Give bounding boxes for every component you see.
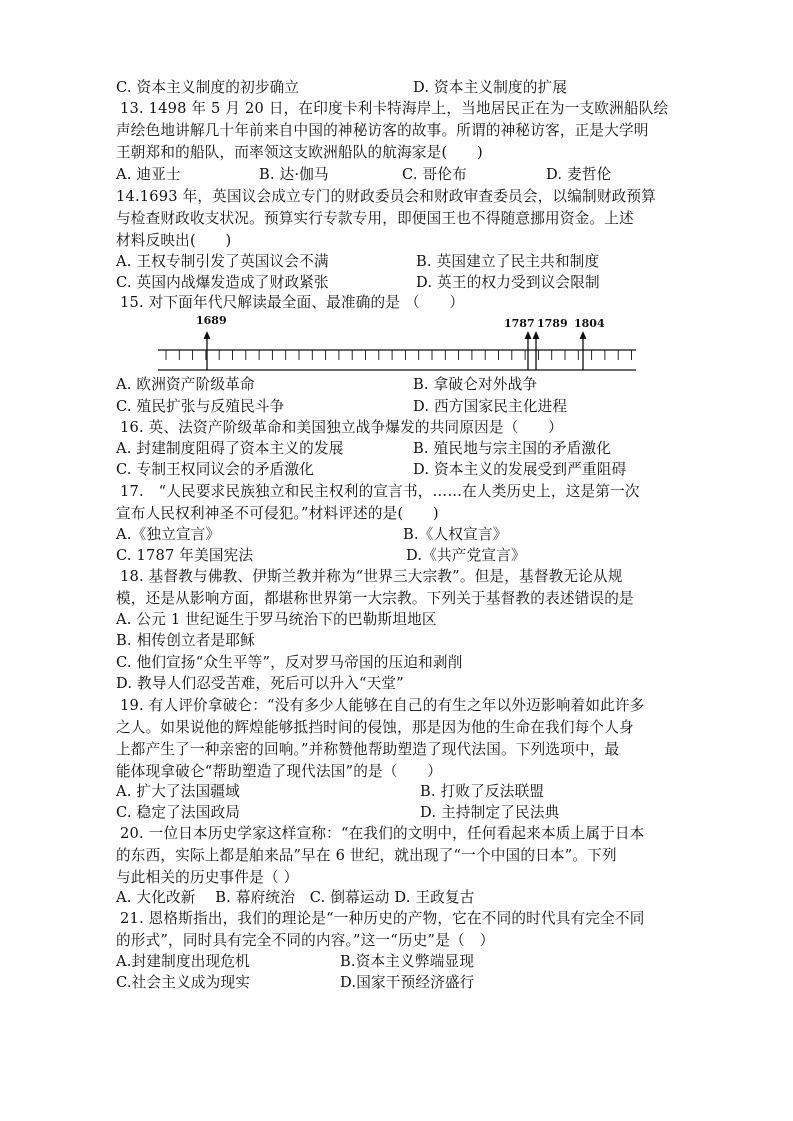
q17-option-b: B.《人权宣言》 — [403, 526, 508, 543]
q14-option-a: A. 王权专制引发了英国议会不满 — [116, 253, 329, 270]
q20-stem-line: 与此相关的历史事件是（ ） — [116, 869, 299, 886]
q15-option-b: B. 拿破仑对外战争 — [413, 376, 538, 393]
q18-option-c: C. 他们宣扬“众生平等”，反对罗马帝国的压迫和剥削 — [116, 654, 463, 671]
timeline-label-1689: 1689 — [196, 314, 227, 327]
q19-stem-line: 上都产生了一种亲密的回响。”并称赞他帮助塑造了现代法国。下列选项中，最 — [116, 741, 620, 758]
q20-stem-line: 20. 一位日本历史学家这样宣称：“在我们的文明中，任何看起来本质上属于日本 — [120, 825, 645, 842]
q17-option-d: D.《共产党宣言》 — [406, 547, 526, 564]
q19-stem-line: 能体现拿破仑“帮助塑造了现代法国”的是（ ） — [116, 763, 442, 780]
q18-option-b: B. 相传创立者是耶稣 — [116, 632, 255, 649]
q14-option-b: B. 英国建立了民主共和制度 — [416, 253, 600, 270]
q17-stem-line: 17. “人民要求民族独立和民主权利的宣言书，……在人类历史上，这是第一次 — [120, 483, 640, 500]
q14-option-d: D. 英王的权力受到议会限制 — [416, 274, 600, 291]
timeline-label-1787: 1787 — [504, 317, 535, 330]
q18-option-d: D. 教导人们忍受苦难，死后可以升入“天堂” — [116, 675, 404, 692]
q20-stem-line: 的东西，实际上都是舶来品”早在 6 世纪，就出现了“一个中国的日本”。下列 — [116, 847, 617, 864]
q14-option-c: C. 英国内战爆发造成了财政紧张 — [116, 274, 329, 291]
q13-option-b: B. 达·伽马 — [259, 166, 329, 183]
q13-option-a: A. 迪亚士 — [116, 166, 181, 183]
q21-stem-line: 21. 恩格斯指出，我们的理论是“一种历史的产物，它在不同的时代具有完全不同 — [120, 910, 645, 927]
q18-option-a: A. 公元 1 世纪诞生于罗马统治下的巴勒斯坦地区 — [116, 611, 437, 628]
q21-option-a: A.封建制度出现危机 — [116, 953, 250, 970]
q17-option-a: A.《独立宣言》 — [116, 526, 221, 543]
q19-option-c: C. 稳定了法国政局 — [116, 804, 241, 821]
q19-option-d: D. 主持制定了民法典 — [420, 804, 560, 821]
q13-stem-line: 13. 1498 年 5 月 20 日，在印度卡利卡特海岸上，当地居民正在为一支欧洲船队绘 — [120, 100, 669, 117]
q15-option-c: C. 殖民扩张与反殖民斗争 — [116, 398, 285, 415]
q12-option-d: D. 资本主义制度的扩展 — [413, 79, 568, 96]
q19-option-b: B. 打败了反法联盟 — [420, 783, 545, 800]
timeline-ruler — [156, 312, 640, 374]
q21-stem-line: 的形式”，同时具有完全不同的内容。”这一“历史”是（ ） — [116, 932, 495, 949]
q12-option-c: C. 资本主义制度的初步确立 — [116, 79, 300, 96]
q20-options: A. 大化改新 B. 幕府统治 C. 倒幕运动 D. 王政复古 — [116, 889, 475, 906]
timeline-label-1804: 1804 — [574, 317, 605, 330]
q17-option-c: C. 1787 年美国宪法 — [116, 547, 254, 564]
q16-option-c: C. 专制王权同议会的矛盾激化 — [116, 461, 315, 478]
q15-stem: 15. 对下面年代尺解读最全面、最准确的是 （ ） — [120, 294, 465, 311]
q15-option-d: D. 西方国家民主化进程 — [413, 398, 568, 415]
q18-stem-line: 18. 基督教与佛教、伊斯兰教并称为“世界三大宗教”。但是，基督教无论从规 — [120, 568, 623, 585]
q13-option-c: C. 哥伦布 — [402, 166, 467, 183]
q13-stem-line: 声绘色地讲解几十年前来自中国的神秘访客的故事。所谓的神秘访客，正是大学明 — [116, 122, 649, 139]
q21-option-b: B.资本主义弊端显现 — [340, 953, 475, 970]
q13-option-d: D. 麦哲伦 — [546, 166, 612, 183]
q16-stem: 16. 英、法资产阶级革命和美国独立战争爆发的共同原因是（ ） — [120, 419, 563, 436]
timeline-label-1789: 1789 — [537, 317, 568, 330]
q15-option-a: A. 欧洲资产阶级革命 — [116, 376, 255, 393]
q14-stem-line: 14.1693 年，英国议会成立专门的财政委员会和财政审查委员会，以编制财政预算 — [116, 188, 656, 205]
q14-stem-line: 与检查财政收支状况。预算实行专款专用，即便国王也不得随意挪用资金。上述 — [116, 210, 634, 227]
q16-option-d: D. 资本主义的发展受到严重阻碍 — [413, 461, 627, 478]
q17-stem-line: 宣布人民权利神圣不可侵犯。”材料评述的是( ) — [116, 505, 439, 522]
q19-stem-line: 19. 有人评价拿破仑：“没有多少人能够在自己的有生之年以外迈影响着如此许多 — [120, 697, 645, 714]
q21-option-c: C.社会主义成为现实 — [116, 974, 251, 991]
q16-option-a: A. 封建制度阻碍了资本主义的发展 — [116, 440, 344, 457]
q21-option-d: D.国家干预经济盛行 — [340, 974, 475, 991]
q16-option-b: B. 殖民地与宗主国的矛盾激化 — [413, 440, 612, 457]
q19-stem-line: 之人。如果说他的辉煌能够抵挡时间的侵蚀，那是因为他的生命在我们每个人身 — [116, 719, 634, 736]
q18-stem-line: 模，还是从影响方面，都堪称世界第一大宗教。下列关于基督教的表述错误的是 — [116, 590, 634, 607]
q13-stem-line: 王朝郑和的船队，而率领这支欧洲船队的航海家是( ) — [116, 144, 483, 161]
q14-stem-line: 材料反映出( ) — [116, 232, 232, 249]
q19-option-a: A. 扩大了法国疆域 — [116, 783, 240, 800]
